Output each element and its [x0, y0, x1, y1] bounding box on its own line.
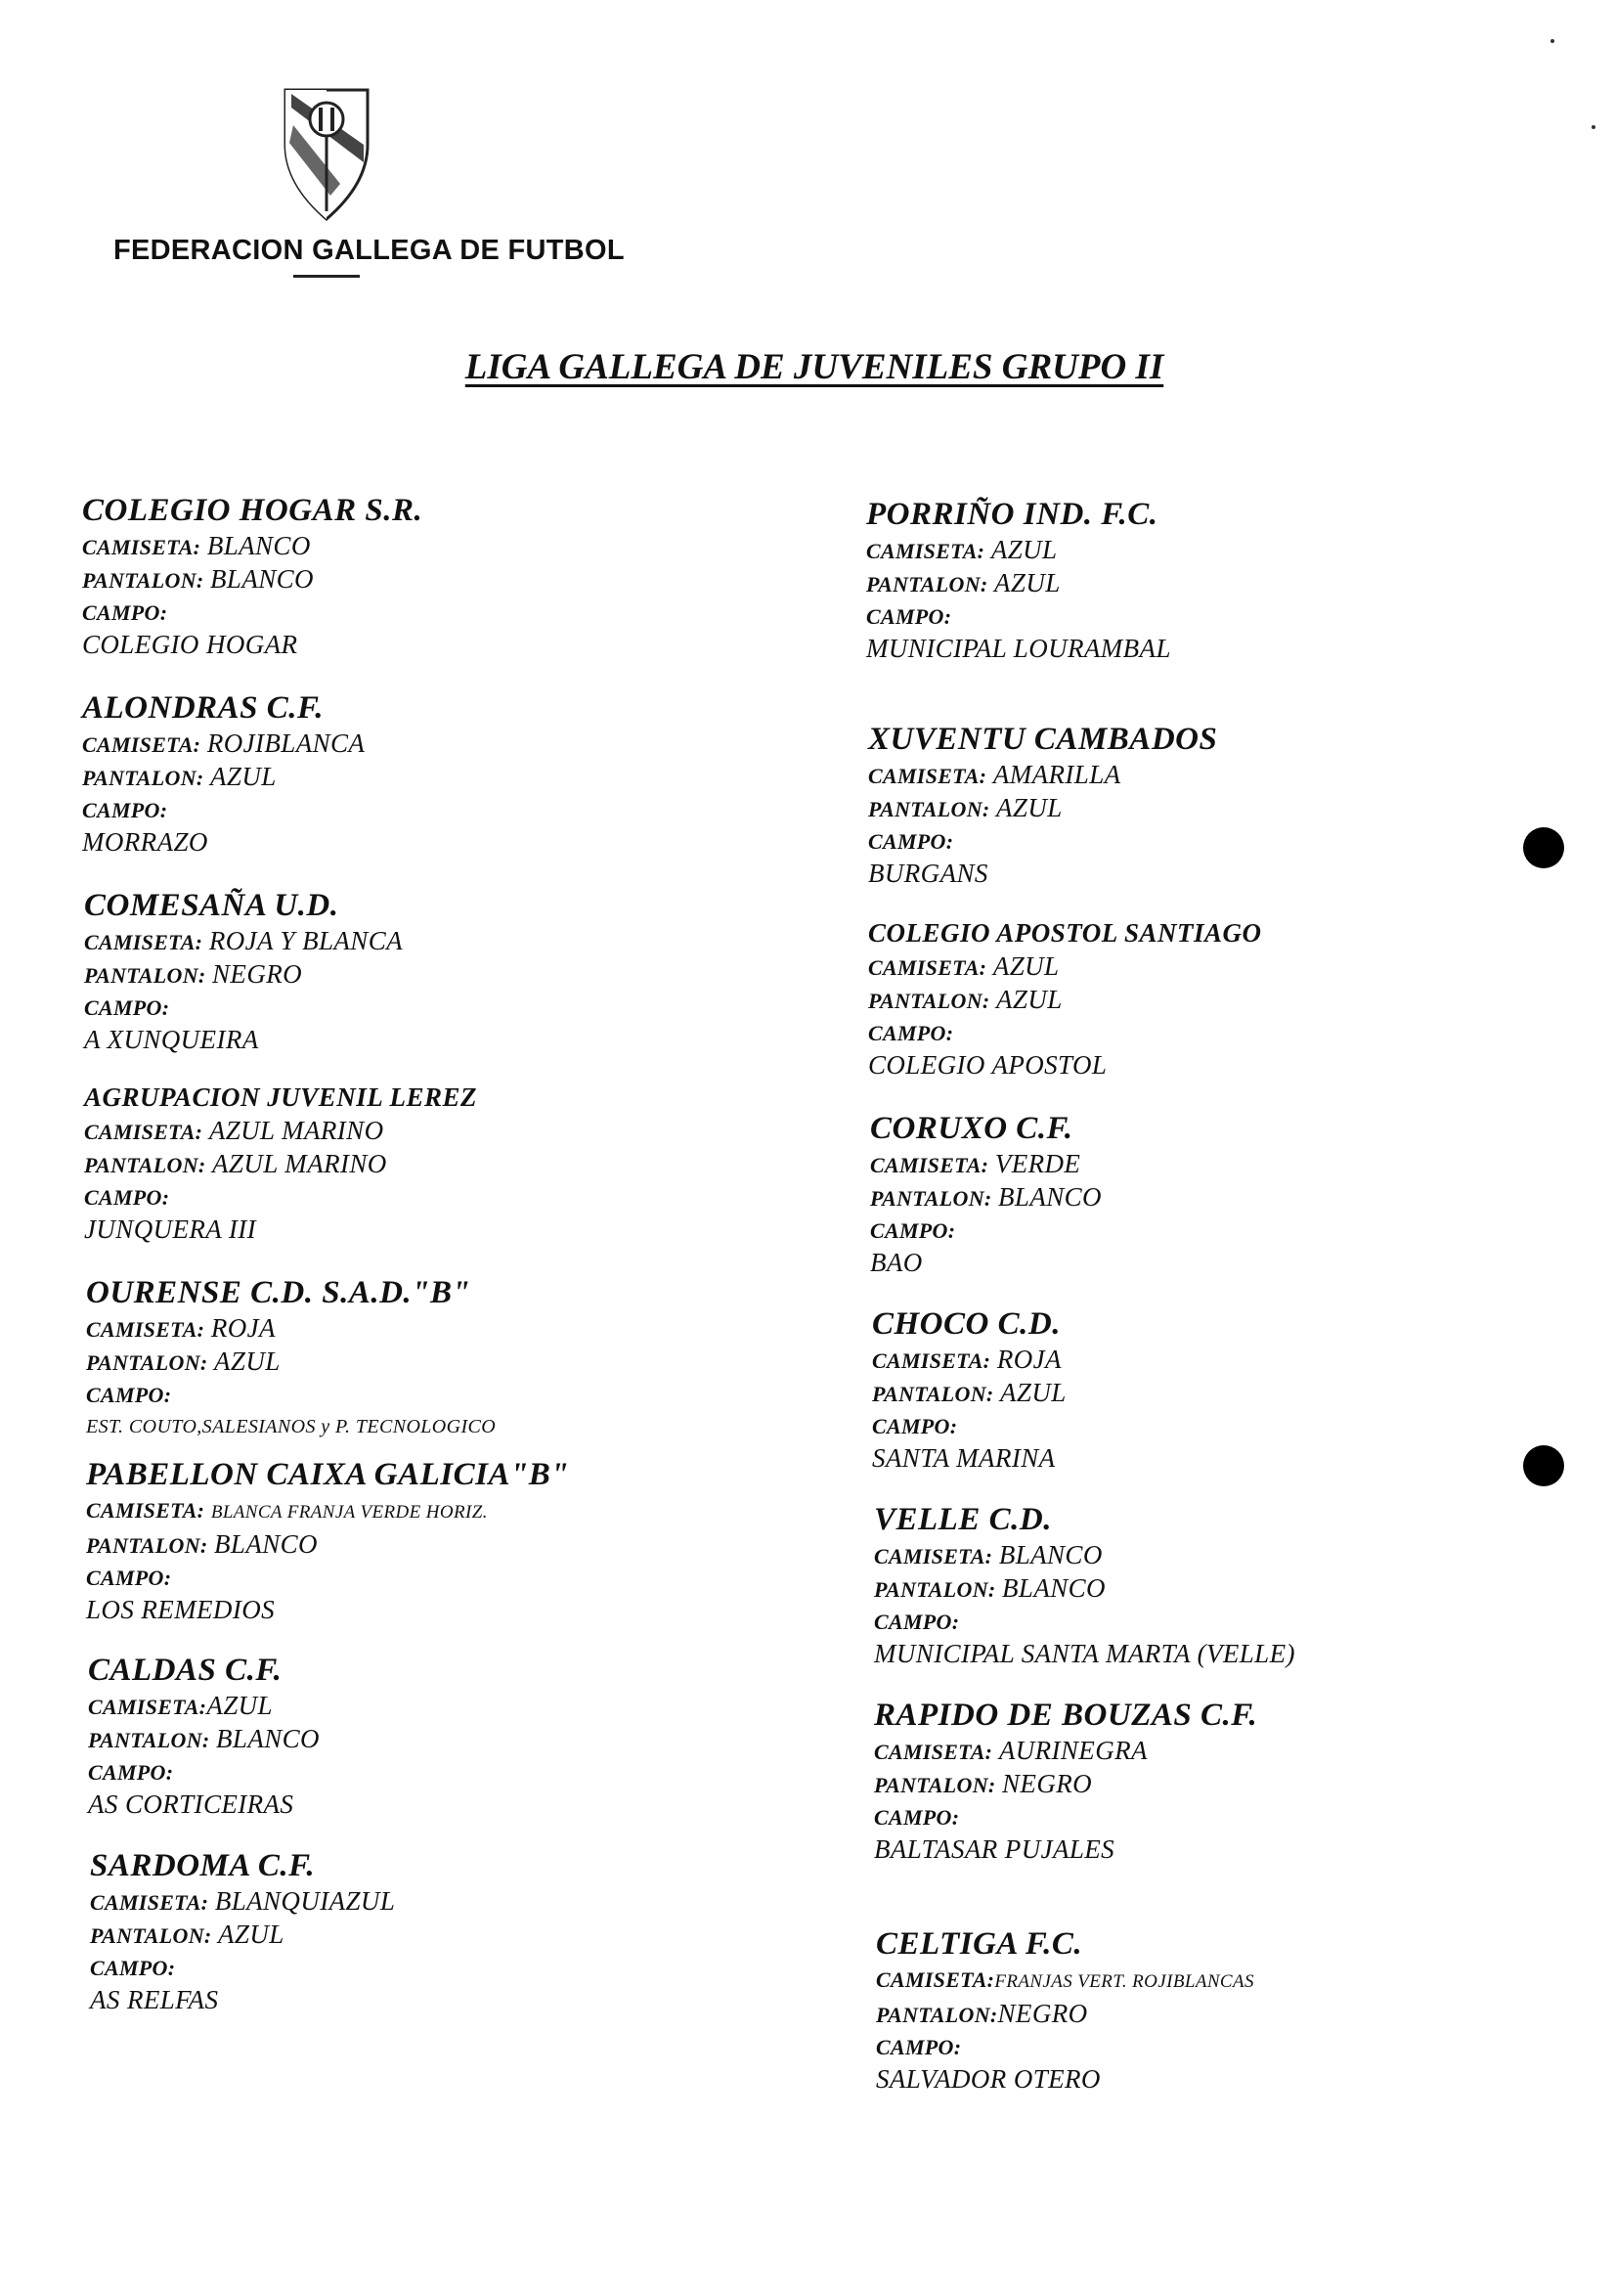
pantalon-label: PANTALON:	[88, 1728, 210, 1752]
camiseta-label: CAMISETA:	[82, 535, 201, 559]
campo-label: CAMPO:	[870, 1218, 956, 1243]
pantalon-label: PANTALON:	[82, 568, 204, 593]
campo-label: CAMPO:	[874, 1805, 960, 1830]
campo-value: MORRAZO	[82, 827, 208, 857]
camiseta-label: CAMISETA:	[874, 1740, 993, 1764]
pantalon-label: PANTALON:	[868, 989, 990, 1013]
pantalon-label: PANTALON:	[870, 1186, 992, 1211]
pantalon-value: BLANCO	[214, 1529, 318, 1559]
campo-value: BURGANS	[868, 859, 988, 888]
pantalon-value: BLANCO	[216, 1724, 320, 1753]
campo-label: CAMPO:	[868, 1021, 954, 1045]
pantalon-label: PANTALON:	[868, 797, 990, 821]
campo-label: CAMPO:	[874, 1610, 960, 1634]
campo-label: CAMPO:	[82, 600, 168, 625]
campo-value: MUNICIPAL LOURAMBAL	[866, 634, 1171, 663]
pantalon-value: NEGRO	[1002, 1769, 1093, 1798]
club-name: COMESAÑA U.D.	[84, 888, 339, 923]
campo-label: CAMPO:	[866, 604, 952, 629]
federation-name: FEDERACION GALLEGA DE FUTBOL	[113, 235, 625, 266]
club-entry-ourense	[86, 1273, 496, 1443]
club-entry-velle	[874, 1500, 1295, 1670]
camiseta-label: CAMISETA:	[86, 1317, 205, 1342]
club-name: PORRIÑO IND. F.C.	[866, 497, 1158, 532]
federation-crest-logo	[282, 86, 371, 223]
campo-label: CAMPO:	[876, 2035, 962, 2059]
camiseta-value: VERDE	[994, 1149, 1081, 1178]
pantalon-label: PANTALON:	[874, 1773, 996, 1797]
campo-value: COLEGIO APOSTOL	[868, 1050, 1108, 1080]
camiseta-value: ROJA Y BLANCA	[208, 926, 404, 955]
pantalon-value: BLANCO	[998, 1182, 1102, 1212]
camiseta-value: AZUL	[990, 535, 1058, 564]
pantalon-value: NEGRO	[212, 959, 303, 989]
camiseta-value: ROJA	[210, 1313, 276, 1343]
pantalon-value: AZUL	[210, 762, 277, 791]
campo-label: CAMPO:	[84, 1185, 170, 1210]
club-entry-sardoma	[90, 1846, 395, 2016]
pantalon-label: PANTALON:	[86, 1350, 208, 1375]
camiseta-label: CAMISETA:	[90, 1890, 209, 1915]
camiseta-label: CAMISETA:	[866, 539, 985, 563]
campo-value: BAO	[870, 1248, 923, 1277]
camiseta-value: AZUL MARINO	[208, 1116, 384, 1145]
campo-label: CAMPO:	[90, 1956, 176, 1980]
camiseta-label: CAMISETA:	[874, 1544, 993, 1568]
pantalon-value: BLANCO	[210, 564, 314, 594]
camiseta-label: CAMISETA:	[82, 732, 201, 757]
camiseta-label: CAMISETA:	[876, 1967, 995, 1992]
club-entry-comesana	[84, 886, 403, 1056]
pantalon-label: PANTALON:	[872, 1382, 994, 1406]
camiseta-value: AURINEGRA	[998, 1736, 1148, 1765]
pantalon-label: PANTALON:	[82, 766, 204, 790]
pantalon-value: BLANCO	[1002, 1573, 1106, 1603]
campo-value: AS RELFAS	[90, 1985, 219, 2014]
club-name: CALDAS C.F.	[88, 1653, 283, 1688]
scan-speck	[1550, 39, 1554, 43]
club-entry-porrino	[866, 495, 1171, 665]
camiseta-value: BLANQUIAZUL	[214, 1886, 396, 1916]
punch-hole-upper	[1523, 827, 1564, 868]
club-entry-choco	[872, 1304, 1067, 1475]
camiseta-value: ROJA	[996, 1345, 1062, 1374]
club-entry-rapido-de-bouzas	[874, 1696, 1257, 1866]
camiseta-label: CAMISETA:	[84, 930, 203, 954]
campo-label: CAMPO:	[872, 1414, 958, 1438]
punch-hole-lower	[1523, 1445, 1564, 1486]
club-name: RAPIDO DE BOUZAS C.F.	[874, 1698, 1258, 1733]
pantalon-label: PANTALON:	[90, 1923, 212, 1948]
club-name: COLEGIO HOGAR S.R.	[82, 493, 423, 528]
campo-value: SALVADOR OTERO	[876, 2064, 1101, 2094]
camiseta-label: CAMISETA:	[88, 1695, 207, 1719]
pantalon-label: PANTALON:	[84, 963, 206, 988]
camiseta-value: FRANJAS VERT. ROJIBLANCAS	[994, 1971, 1254, 1992]
campo-label: CAMPO:	[86, 1383, 172, 1407]
camiseta-label: CAMISETA:	[870, 1153, 989, 1177]
club-name: PABELLON CAIXA GALICIA"B"	[86, 1457, 570, 1492]
pantalon-value: AZUL MARINO	[212, 1149, 387, 1178]
pantalon-value: AZUL	[1000, 1378, 1067, 1407]
campo-value: AS CORTICEIRAS	[88, 1789, 294, 1819]
club-entry-colegio-hogar	[82, 491, 422, 661]
pantalon-label: PANTALON:	[86, 1533, 208, 1558]
camiseta-value: ROJIBLANCA	[206, 729, 366, 758]
camiseta-value: BLANCA FRANJA VERDE HORIZ.	[210, 1502, 488, 1523]
pantalon-value: AZUL	[994, 568, 1061, 597]
campo-value: EST. COUTO,SALESIANOS y P. TECNOLOGICO	[86, 1416, 497, 1437]
club-entry-xuventu-cambados	[868, 720, 1217, 890]
club-name: VELLE C.D.	[874, 1502, 1052, 1537]
club-name: CORUXO C.F.	[870, 1111, 1073, 1146]
club-entry-colegio-apostol-santiago	[868, 915, 1262, 1082]
campo-value: JUNQUERA III	[84, 1214, 257, 1244]
campo-value: BALTASAR PUJALES	[874, 1834, 1115, 1864]
pantalon-value: AZUL	[218, 1920, 284, 1949]
camiseta-value: AZUL	[206, 1691, 273, 1720]
campo-label: CAMPO:	[86, 1566, 172, 1590]
pantalon-label: PANTALON:	[874, 1577, 996, 1602]
club-entry-agrupacion-juvenil-lerez	[84, 1080, 477, 1246]
club-entry-celtiga	[876, 1924, 1254, 2096]
campo-label: CAMPO:	[88, 1760, 174, 1785]
camiseta-value: AMARILLA	[992, 760, 1121, 789]
camiseta-value: AZUL	[992, 951, 1060, 981]
club-entry-coruxo	[870, 1109, 1102, 1279]
camiseta-label: CAMISETA:	[872, 1348, 991, 1373]
campo-label: CAMPO:	[82, 798, 168, 822]
campo-label: CAMPO:	[84, 995, 170, 1020]
campo-value: LOS REMEDIOS	[86, 1595, 276, 1624]
document-title: LIGA GALLEGA DE JUVENILES GRUPO II	[464, 347, 1164, 387]
scan-speck	[1592, 125, 1595, 129]
camiseta-label: CAMISETA:	[868, 955, 987, 980]
pantalon-value: AZUL	[214, 1347, 281, 1376]
pantalon-label: PANTALON:	[866, 572, 988, 596]
camiseta-label: CAMISETA:	[84, 1120, 203, 1144]
club-name: AGRUPACION JUVENIL LEREZ	[84, 1082, 478, 1112]
campo-value: SANTA MARINA	[872, 1443, 1056, 1473]
club-name: OURENSE C.D. S.A.D."B"	[86, 1275, 471, 1310]
campo-value: A XUNQUEIRA	[84, 1025, 259, 1054]
camiseta-label: CAMISETA:	[868, 764, 987, 788]
club-entry-pabellon-caixa-galicia	[86, 1455, 569, 1626]
club-name: CELTIGA F.C.	[876, 1926, 1083, 1962]
pantalon-value: AZUL	[996, 793, 1063, 822]
camiseta-value: BLANCO	[206, 531, 311, 560]
camiseta-label: CAMISETA:	[86, 1498, 205, 1523]
pantalon-label: PANTALON:	[84, 1153, 206, 1177]
club-name: ALONDRAS C.F.	[82, 690, 325, 726]
club-entry-alondras	[82, 688, 365, 859]
club-name: COLEGIO APOSTOL SANTIAGO	[868, 918, 1262, 948]
campo-value: MUNICIPAL SANTA MARTA (VELLE)	[874, 1639, 1295, 1668]
club-name: SARDOMA C.F.	[90, 1848, 316, 1883]
pantalon-value: AZUL	[996, 985, 1063, 1014]
pantalon-value: NEGRO	[997, 1999, 1088, 2028]
pantalon-label: PANTALON:	[876, 2003, 998, 2027]
campo-label: CAMPO:	[868, 829, 954, 854]
club-entry-caldas	[88, 1651, 320, 1821]
federation-name-rule	[293, 275, 360, 278]
club-name: XUVENTU CAMBADOS	[868, 722, 1218, 757]
club-name: CHOCO C.D.	[872, 1306, 1061, 1342]
camiseta-value: BLANCO	[998, 1540, 1103, 1569]
campo-value: COLEGIO HOGAR	[82, 630, 298, 659]
